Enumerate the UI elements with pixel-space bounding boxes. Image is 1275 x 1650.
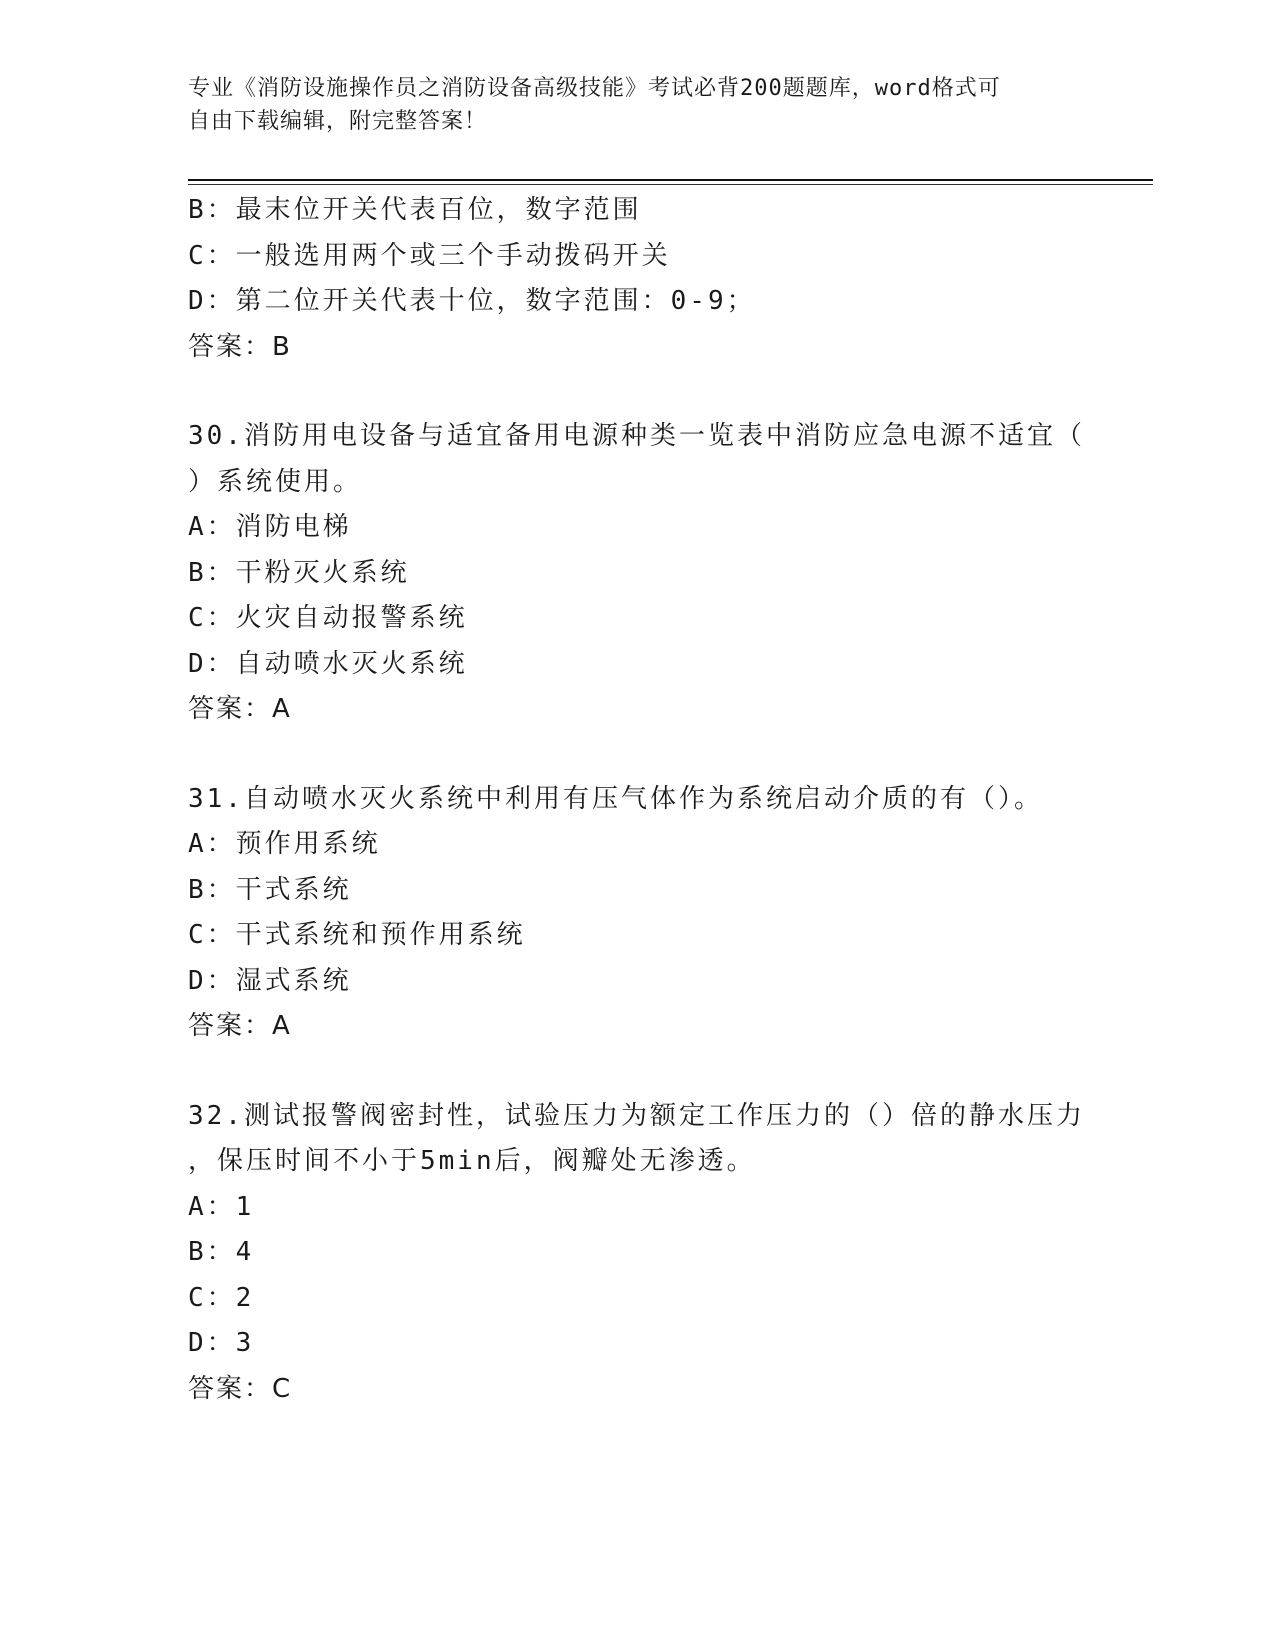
question-stem: 32.测试报警阀密封性，试验压力为额定工作压力的（）倍的静水压力 [188,1100,1085,1131]
question-block-32 [188,1094,1088,1413]
question-stem-continued: ）系统使用。 [188,466,363,497]
question-block-30 [188,414,1088,733]
spacer [188,1050,1088,1094]
answer-label: 答案：B [188,331,292,362]
option-d: D：3 [188,1328,255,1358]
question-list [188,188,1088,1412]
answer-label: 答案：A [188,1011,292,1041]
option-b: B：最末位开关代表百位，数字范围 [188,195,642,225]
option-c: C：火灾自动报警系统 [188,603,468,633]
option-b: B：干式系统 [188,874,352,905]
option-d: D：湿式系统 [188,965,352,996]
spacer [188,733,1088,777]
option-c: C：干式系统和预作用系统 [188,920,526,950]
question-block-31 [188,777,1088,1050]
option-b: B：4 [188,1237,255,1267]
question-stem: 30.消防用电设备与适宜备用电源种类一览表中消防应急电源不适宜（ [188,421,1085,451]
header-title-line-2: 自由下载编辑，附完整答案！ [188,109,488,134]
option-a: A：消防电梯 [188,512,352,542]
question-stem: 31.自动喷水灭火系统中利用有压气体作为系统启动介质的有（）。 [188,783,1043,814]
answer-label: 答案：A [188,694,292,724]
document-header [188,72,1068,138]
option-c: C：2 [188,1282,255,1313]
option-d: D：自动喷水灭火系统 [188,648,468,679]
header-title-line-1: 专业《消防设施操作员之消防设备高级技能》考试必背200题题库，word格式可 [188,76,1001,101]
question-block-29 [188,188,1088,370]
header-divider-thick [188,179,1153,181]
answer-label: 答案：C [188,1373,293,1404]
header-divider-thin [188,184,1153,185]
option-a: A：1 [188,1191,255,1222]
spacer [188,370,1088,414]
option-b: B：干粉灭火系统 [188,557,410,588]
question-stem-continued: ，保压时间不小于5min后，阀瓣处无渗透。 [188,1146,756,1176]
option-a: A：预作用系统 [188,829,381,859]
option-d: D：第二位开关代表十位，数字范围：0-9； [188,286,756,316]
option-c: C：一般选用两个或三个手动拨码开关 [188,240,671,271]
